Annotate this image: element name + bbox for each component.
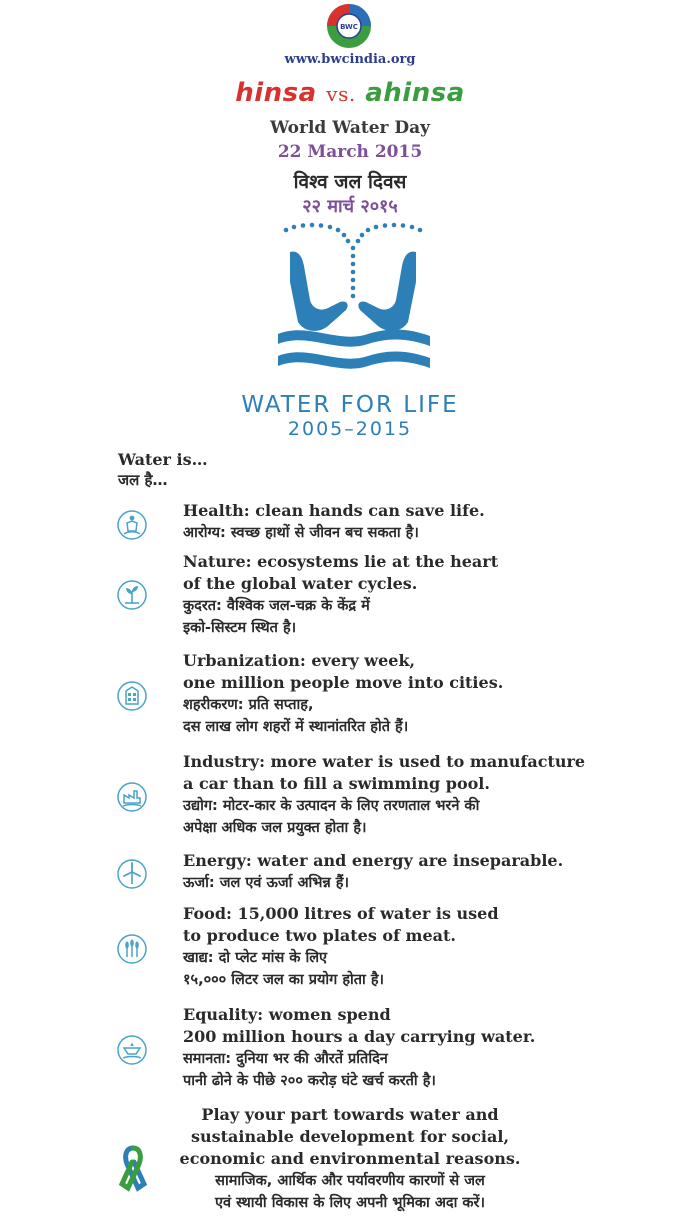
campaign-years: 2005–2015 xyxy=(287,418,413,440)
item-line: Food: 15,000 litres of water is used xyxy=(183,904,499,923)
item-line: one million people move into cities. xyxy=(183,673,504,692)
item-line: दस लाख लोग शहरों में स्थानांतरित होते हैं। xyxy=(183,719,409,735)
event-date-en: 22 March 2015 xyxy=(277,142,423,162)
closing-line: Play your part towards water and xyxy=(201,1105,499,1124)
item-line: Health: clean hands can save life. xyxy=(183,501,485,520)
logo-text: BWC xyxy=(340,23,358,31)
brand-title xyxy=(0,78,700,108)
city-building-icon xyxy=(116,680,148,712)
item-line: समानता: दुनिया भर की औरतें प्रतिदिन xyxy=(183,1051,388,1067)
item-line: of the global water cycles. xyxy=(183,574,418,593)
water-carrying-icon xyxy=(116,1034,148,1066)
brand-hinsa: hinsa xyxy=(235,78,317,108)
wheat-crop-icon xyxy=(116,933,148,965)
event-title-en: World Water Day xyxy=(269,118,431,138)
item-line: ऊर्जा: जल एवं ऊर्जा अभिन्न हैं। xyxy=(183,875,349,891)
closing-line: economic and environmental reasons. xyxy=(179,1149,521,1168)
water-for-life-logo-icon xyxy=(268,222,438,392)
item-line: Industry: more water is used to manufacture xyxy=(183,752,586,771)
campaign-title: WATER FOR LIFE xyxy=(241,392,459,418)
item-line: १५,००० लिटर जल का प्रयोग होता है। xyxy=(183,972,385,988)
item-line: उद्योग: मोटर-कार के उत्पादन के लिए तरणताल भरने की xyxy=(183,798,480,814)
closing-line: एवं स्थायी विकास के लिए अपनी भूमिका अदा करें। xyxy=(215,1195,485,1211)
item-line: शहरीकरण: प्रति सप्ताह, xyxy=(183,697,314,713)
wind-turbine-icon xyxy=(116,858,148,890)
item-line: इको-सिस्टम स्थित है। xyxy=(183,620,297,636)
hand-washing-icon xyxy=(116,509,148,541)
brand-vs: vs. xyxy=(326,82,356,106)
item-line: अपेक्षा अधिक जल प्रयुक्त होता है। xyxy=(183,820,367,836)
item-line: to produce two plates of meat. xyxy=(183,926,456,945)
item-line: Equality: women spend xyxy=(183,1005,391,1024)
intro-hi: जल है… xyxy=(118,471,168,489)
website-url[interactable]: www.bwcindia.org xyxy=(284,52,416,67)
event-date-hi: २२ मार्च २०१५ xyxy=(302,196,398,217)
closing-line: सामाजिक, आर्थिक और पर्यावरणीय कारणों से जल xyxy=(215,1173,485,1189)
closing-message xyxy=(140,1104,560,1214)
item-line: कुदरत: वैश्विक जल-चक्र के केंद्र में xyxy=(183,598,370,614)
item-line: खाद्य: दो प्लेट मांस के लिए xyxy=(183,950,328,966)
bwc-logo-icon xyxy=(325,2,373,50)
item-line: आरोग्य: स्वच्छ हाथों से जीवन बच सकता है। xyxy=(183,525,419,541)
intro-en: Water is… xyxy=(118,450,208,469)
item-line: Nature: ecosystems lie at the heart xyxy=(183,552,499,571)
item-line: a car than to fill a swimming pool. xyxy=(183,774,490,793)
plant-sprout-icon xyxy=(116,579,148,611)
event-title-hi: विश्व जल दिवस xyxy=(293,171,407,193)
item-line: Energy: water and energy are inseparable. xyxy=(183,851,564,870)
item-line: 200 million hours a day carrying water. xyxy=(183,1027,536,1046)
closing-line: sustainable development for social, xyxy=(190,1127,510,1146)
brand-ahinsa: ahinsa xyxy=(365,78,465,108)
item-line: Urbanization: every week, xyxy=(183,651,416,670)
item-line: पानी ढोने के पीछे २०० करोड़ घंटे खर्च करती है। xyxy=(183,1073,436,1089)
factory-icon xyxy=(116,781,148,813)
